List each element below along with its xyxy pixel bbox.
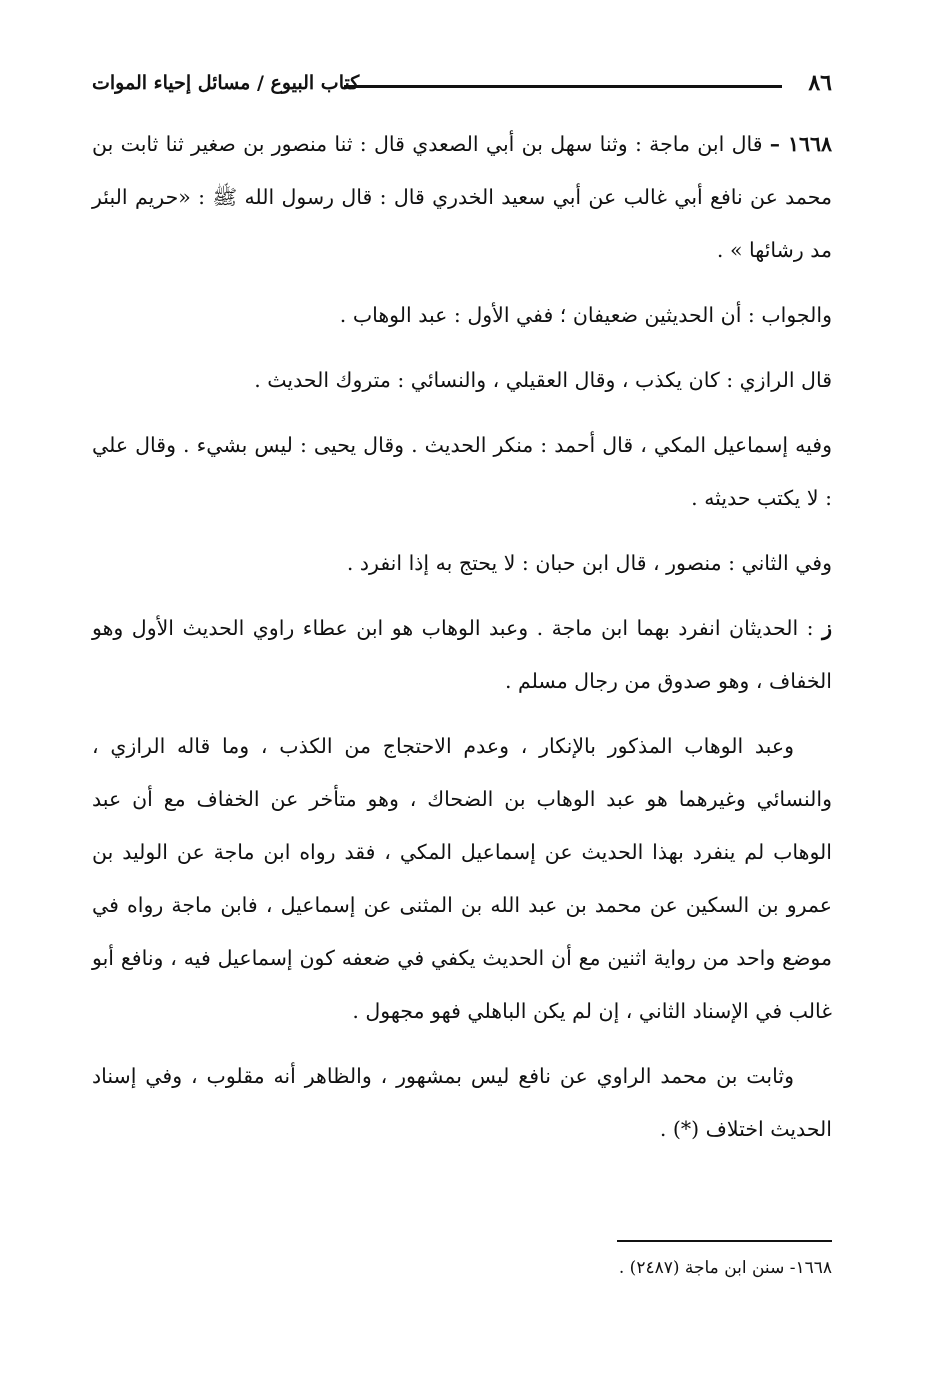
- header-rule: [344, 85, 782, 88]
- ismail-paragraph: وفيه إسماعيل المكي ، قال أحمد : منكر الحديث . وقال يحيى : ليس بشيء . وقال علي : لا يكتب حديثه .: [92, 433, 832, 510]
- running-title: كتاب البيوع / مسائل إحياء الموات: [92, 72, 360, 94]
- page-number: ٨٦: [808, 70, 832, 96]
- closing-paragraph: وثابت بن محمد الراوي عن نافع ليس بمشهور ، والظاهر أنه مقلوب ، وفي إسناد الحديث اختلاف (*) .: [92, 1064, 832, 1141]
- main-text: [92, 118, 832, 1168]
- page-header: [92, 70, 832, 104]
- note-paragraph: [92, 602, 832, 708]
- discussion-paragraph: وعبد الوهاب المذكور بالإنكار ، وعدم الاحتجاج من الكذب ، وما قاله الرازي ، والنسائي وغيرهما هو عبد الوهاب بن الضحاك ، وهو متأخر عن الخفاف مع أن عبد الوهاب لم ينفرد بهذا الحديث عن إسماعيل المكي ، فقد رواه ابن ماجة عن الوليد بن عمرو بن السكين عن محمد بن عبد الله بن المثنى عن إسماعيل ، فابن ماجة رواه في موضع واحد من رواية اثنين مع أن الحديث يكفي في ضعفه كون إسماعيل فيه ، ونافع أبو غالب في الإسناد الثاني ، إن لم يكن الباهلي فهو مجهول .: [92, 734, 832, 1023]
- footnote: ١٦٦٨- سنن ابن ماجة (٢٤٨٧) .: [618, 1258, 832, 1278]
- hadith-text: قال ابن ماجة : وثنا سهل بن أبي الصعدي قال : ثنا منصور بن صغير ثنا ثابت بن محمد عن نافع أبي غالب عن أبي سعيد الخدري قال : قال رسول الله ﷺ : «حريم البئر مد رشائها » .: [92, 132, 832, 262]
- footnote-rule: [617, 1240, 832, 1242]
- second-paragraph: وفي الثاني : منصور ، قال ابن حبان : لا يحتج به إذا انفرد .: [346, 551, 832, 575]
- answer-paragraph: والجواب : أن الحديثين ضعيفان ؛ ففي الأول : عبد الوهاب .: [339, 303, 832, 327]
- note-text: : الحديثان انفرد بهما ابن ماجة . وعبد الوهاب هو ابن عطاء راوي الحديث الأول وهو الخفاف ، وهو صدوق من رجال مسلم .: [92, 616, 832, 693]
- hadith-paragraph: [92, 118, 832, 277]
- note-marker: ز: [822, 616, 832, 640]
- razi-paragraph: قال الرازي : كان يكذب ، وقال العقيلي ، والنسائي : متروك الحديث .: [254, 368, 832, 392]
- hadith-number: ١٦٦٨ –: [769, 132, 832, 156]
